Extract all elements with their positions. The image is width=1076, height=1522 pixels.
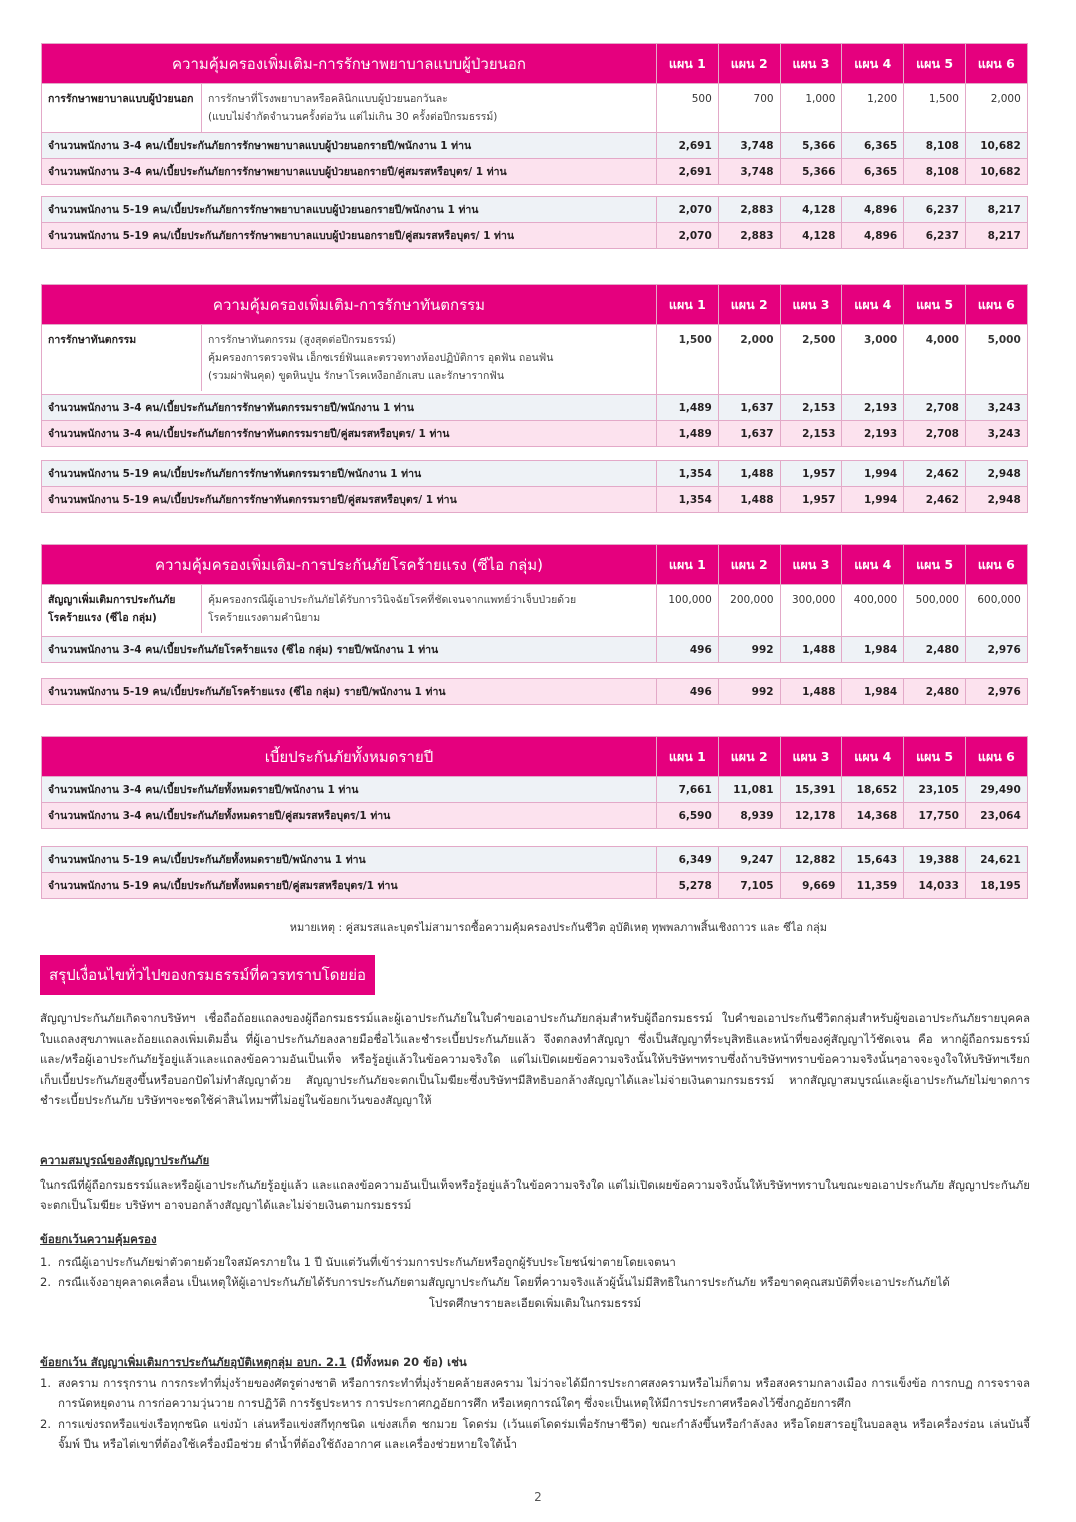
accident-heading-suffix: (มีทั้งหมด 20 ข้อ) เช่น bbox=[346, 1355, 467, 1369]
row-label: จำนวนพนักงาน 5-19 คน/เบี้ยประกันภัยการรักษาพยาบาลแบบผู้ป่วยนอกรายปี/คู่สมรสหรือบุตร/ 1 ท่าน bbox=[42, 223, 657, 249]
premium-value: 12,178 bbox=[780, 803, 842, 829]
row-label: จำนวนพนักงาน 5-19 คน/เบี้ยประกันภัยการรักษาทันตกรรมรายปี/พนักงาน 1 ท่าน bbox=[42, 461, 657, 487]
benefit-value: 5,000 bbox=[965, 325, 1027, 395]
plan-header: แผน 6 bbox=[965, 545, 1027, 585]
plan-header: แผน 1 bbox=[657, 737, 719, 777]
premium-value: 6,365 bbox=[842, 159, 904, 185]
premium-value: 19,388 bbox=[904, 847, 966, 873]
footnote bbox=[41, 918, 1027, 936]
premium-value: 2,070 bbox=[657, 197, 719, 223]
benefit-value: 500 bbox=[657, 84, 719, 133]
benefit-name-line: โรคร้ายแรง (ซีไอ กลุ่ม) bbox=[48, 612, 157, 624]
summary-intro: สัญญาประกันภัยเกิดจากบริษัทฯ เชื่อถือถ้อยแถลงของผู้ถือกรมธรรม์และผู้เอาประกันภัยในใบคำขอเอาประกันภัยกลุ่มสำหรับผู้ถือกรมธรรม์ ใบคำขอเอาประกันชีวิตกลุ่มสำหรับผู้ขอเอาประกันภัยรายบุคคล ใบแถลงสุขภาพและถ้อยแถลงเพิ่มเติมอื่น ที่ผู้เอาประกันภัยลงลายมือชื่อไว้และชำระเบี้ยประกันภัยแล้ว จึงตกลงทำสัญญา ซึ่งเป็นสัญญาที่ระบุสิทธิและหน้าที่ของคู่สัญญาไว้ชัดเจน คือ หากผู้ถือกรมธรรม์และ/หรือผู้เอาประกันภัยรู้อยู่แล้วและแถลงข้อความอันเป็นเท็จ หรือรู้อยู่แล้วในข้อความจริงใด แต่ไม่เปิดเผยข้อความจริงนั้นให้บริษัทฯทราบซึ่งถ้าบริษัทฯทราบข้อความจริงนั้นๆอาจจะจูงใจให้บริษัทฯเรียกเก็บเบี้ยประกันภัยสูงขึ้นหรือบอกปัดไม่ทำสัญญาด้วย สัญญาประกันภัยจะตกเป็นโมฆียะซึ่งบริษัทฯมีสิทธิบอกล้างสัญญาได้และไม่จ่ายเงินตามกรมธรรม์ หากสัญญาสมบูรณ์และผู้เอาประกันภัยไม่ขาดการชำระเบี้ยประกันภัย บริษัทฯจะชดใช้ค่าสินไหมฯที่ไม่อยู่ในข้อยกเว้นของสัญญาให้ bbox=[40, 1011, 1030, 1107]
plan-header: แผน 2 bbox=[718, 545, 780, 585]
premium-value: 1,489 bbox=[657, 421, 719, 447]
table-row bbox=[42, 679, 1028, 705]
plan-header: แผน 5 bbox=[904, 737, 966, 777]
list-item bbox=[40, 1272, 1030, 1293]
benefit-value: 2,000 bbox=[965, 84, 1027, 133]
premium-value: 2,976 bbox=[965, 637, 1027, 663]
premium-value: 1,994 bbox=[842, 487, 904, 513]
ci-premium-table bbox=[41, 544, 1028, 663]
benefit-value: 100,000 bbox=[657, 585, 719, 637]
premium-value: 17,750 bbox=[904, 803, 966, 829]
benefit-cell bbox=[42, 325, 657, 395]
premium-value: 7,661 bbox=[657, 777, 719, 803]
accident-exclusions-section bbox=[40, 1352, 1030, 1455]
table-title: ความคุ้มครองเพิ่มเติม-การรักษาทันตกรรม bbox=[42, 285, 657, 325]
row-label: จำนวนพนักงาน 3-4 คน/เบี้ยประกันภัยการรักษาพยาบาลแบบผู้ป่วยนอกรายปี/พนักงาน 1 ท่าน bbox=[42, 133, 657, 159]
premium-value: 1,354 bbox=[657, 487, 719, 513]
premium-value: 2,480 bbox=[904, 679, 966, 705]
benefit-desc: การรักษาทันตกรรม (สูงสุดต่อปีกรมธรรม์) bbox=[208, 334, 396, 346]
premium-value: 2,193 bbox=[842, 421, 904, 447]
plan-header: แผน 6 bbox=[965, 285, 1027, 325]
row-label: จำนวนพนักงาน 3-4 คน/เบี้ยประกันภัยการรักษาทันตกรรมรายปี/พนักงาน 1 ท่าน bbox=[42, 395, 657, 421]
row-label: จำนวนพนักงาน 5-19 คน/เบี้ยประกันภัยการรักษาทันตกรรมรายปี/คู่สมรสหรือบุตร/ 1 ท่าน bbox=[42, 487, 657, 513]
benefit-value: 500,000 bbox=[904, 585, 966, 637]
premium-value: 9,247 bbox=[718, 847, 780, 873]
benefit-value: 600,000 bbox=[965, 585, 1027, 637]
premium-value: 4,128 bbox=[780, 197, 842, 223]
page-number: 2 bbox=[534, 1490, 542, 1504]
benefit-name: การรักษาทันตกรรม bbox=[42, 325, 202, 391]
benefit-name bbox=[42, 585, 202, 633]
benefit-value: 2,000 bbox=[718, 325, 780, 395]
benefit-name: การรักษาพยาบาลแบบผู้ป่วยนอก bbox=[42, 84, 202, 132]
premium-value: 14,033 bbox=[904, 873, 966, 899]
exclusions-list bbox=[40, 1252, 1030, 1293]
premium-value: 1,488 bbox=[718, 487, 780, 513]
benefit-value: 2,500 bbox=[780, 325, 842, 395]
dental-premium-table-5-19 bbox=[41, 460, 1028, 513]
item-number: 2. bbox=[40, 1416, 51, 1431]
benefit-value: 300,000 bbox=[780, 585, 842, 637]
plan-header: แผน 4 bbox=[842, 737, 904, 777]
plan-header: แผน 1 bbox=[657, 44, 719, 84]
premium-value: 6,349 bbox=[657, 847, 719, 873]
plan-header: แผน 1 bbox=[657, 545, 719, 585]
premium-value: 2,462 bbox=[904, 461, 966, 487]
table-row bbox=[42, 421, 1028, 447]
benefit-desc: โรคร้ายแรงตามคำนิยาม bbox=[208, 612, 321, 624]
table-title: ความคุ้มครองเพิ่มเติม-การรักษาพยาบาลแบบผู้ป่วยนอก bbox=[42, 44, 657, 84]
premium-value: 10,682 bbox=[965, 159, 1027, 185]
premium-value: 6,237 bbox=[904, 197, 966, 223]
premium-value: 23,105 bbox=[904, 777, 966, 803]
premium-value: 2,948 bbox=[965, 461, 1027, 487]
premium-value: 8,217 bbox=[965, 197, 1027, 223]
premium-value: 8,217 bbox=[965, 223, 1027, 249]
validity-text: ในกรณีที่ผู้ถือกรมธรรม์และหรือผู้เอาประกันภัยรู้อยู่แล้ว และแถลงข้อความอันเป็นเท็จหรือรู้อยู่แล้วในข้อความจริงใด แต่ไม่เปิดเผยข้อความจริงนั้นให้บริษัทฯทราบในขณะขอเอาประกันภัย สัญญาประกันภัยจะตกเป็นโมฆียะ บริษัทฯ อาจบอกล้างสัญญาได้และไม่จ่ายเงินตามกรมธรรม์ bbox=[40, 1177, 1030, 1212]
table-row bbox=[42, 395, 1028, 421]
benefit-value: 700 bbox=[718, 84, 780, 133]
table-title: ความคุ้มครองเพิ่มเติม-การประกันภัยโรคร้ายแรง (ซีไอ กลุ่ม) bbox=[42, 545, 657, 585]
premium-value: 1,488 bbox=[780, 637, 842, 663]
footnote-text: หมายเหตุ : คู่สมรสและบุตรไม่สามารถซื้อความคุ้มครองประกันชีวิต อุบัติเหตุ ทุพพลภาพสิ้นเชิงถาวร และ ซีไอ กลุ่ม bbox=[289, 921, 827, 934]
premium-value: 1,637 bbox=[718, 395, 780, 421]
premium-value: 2,153 bbox=[780, 421, 842, 447]
premium-value: 2,883 bbox=[718, 197, 780, 223]
table-row bbox=[42, 159, 1028, 185]
premium-value: 1,957 bbox=[780, 487, 842, 513]
total-premium-table-5-19 bbox=[41, 846, 1028, 899]
exclusions-section bbox=[40, 1229, 1030, 1313]
premium-value: 1,637 bbox=[718, 421, 780, 447]
benefit-value: 1,000 bbox=[780, 84, 842, 133]
premium-value: 1,488 bbox=[780, 679, 842, 705]
premium-value: 496 bbox=[657, 637, 719, 663]
premium-value: 5,366 bbox=[780, 133, 842, 159]
premium-value: 2,948 bbox=[965, 487, 1027, 513]
opd-premium-table bbox=[41, 43, 1028, 185]
premium-value: 24,621 bbox=[965, 847, 1027, 873]
premium-value: 3,243 bbox=[965, 421, 1027, 447]
total-premium-table bbox=[41, 736, 1028, 829]
plan-header: แผน 4 bbox=[842, 44, 904, 84]
plan-header: แผน 6 bbox=[965, 737, 1027, 777]
premium-value: 8,939 bbox=[718, 803, 780, 829]
plan-header: แผน 1 bbox=[657, 285, 719, 325]
plan-header: แผน 4 bbox=[842, 285, 904, 325]
table-row bbox=[42, 803, 1028, 829]
item-number: 1. bbox=[40, 1375, 51, 1390]
table-row bbox=[42, 223, 1028, 249]
premium-value: 9,669 bbox=[780, 873, 842, 899]
premium-value: 1,488 bbox=[718, 461, 780, 487]
exclusions-heading: ข้อยกเว้นความคุ้มครอง bbox=[40, 1232, 157, 1246]
row-label: จำนวนพนักงาน 5-19 คน/เบี้ยประกันภัยโรคร้ายแรง (ซีไอ กลุ่ม) รายปี/พนักงาน 1 ท่าน bbox=[42, 679, 657, 705]
item-number: 1. bbox=[40, 1254, 51, 1269]
benefit-value: 3,000 bbox=[842, 325, 904, 395]
table-row bbox=[42, 197, 1028, 223]
table-row bbox=[42, 637, 1028, 663]
plan-header: แผน 2 bbox=[718, 737, 780, 777]
plan-header: แผน 3 bbox=[780, 737, 842, 777]
row-label: จำนวนพนักงาน 5-19 คน/เบี้ยประกันภัยทั้งหมดรายปี/คู่สมรสหรือบุตร/1 ท่าน bbox=[42, 873, 657, 899]
benefit-value: 1,500 bbox=[657, 325, 719, 395]
row-label: จำนวนพนักงาน 3-4 คน/เบี้ยประกันภัยโรคร้ายแรง (ซีไอ กลุ่ม) รายปี/พนักงาน 1 ท่าน bbox=[42, 637, 657, 663]
premium-value: 15,643 bbox=[842, 847, 904, 873]
premium-value: 23,064 bbox=[965, 803, 1027, 829]
benefit-value: 200,000 bbox=[718, 585, 780, 637]
benefit-desc: (แบบไม่จำกัดจำนวนครั้งต่อวัน แต่ไม่เกิน 30 ครั้งต่อปีกรมธรรม์) bbox=[208, 111, 498, 123]
opd-premium-table-5-19 bbox=[41, 196, 1028, 249]
list-item bbox=[40, 1252, 1030, 1273]
validity-heading: ความสมบูรณ์ของสัญญาประกันภัย bbox=[40, 1153, 210, 1167]
premium-value: 3,748 bbox=[718, 159, 780, 185]
premium-value: 1,957 bbox=[780, 461, 842, 487]
row-label: จำนวนพนักงาน 3-4 คน/เบี้ยประกันภัยการรักษาพยาบาลแบบผู้ป่วยนอกรายปี/คู่สมรสหรือบุตร/ 1 ท่าน bbox=[42, 159, 657, 185]
premium-value: 11,359 bbox=[842, 873, 904, 899]
premium-value: 5,366 bbox=[780, 159, 842, 185]
table-row bbox=[42, 133, 1028, 159]
benefit-desc: การรักษาที่โรงพยาบาลหรือคลินิกแบบผู้ป่วยนอกวันละ bbox=[208, 93, 448, 105]
item-number: 2. bbox=[40, 1275, 51, 1289]
accident-heading: ข้อยกเว้น สัญญาเพิ่มเติมการประกันภัยอุบัติเหตุกลุ่ม อบก. 2.1 bbox=[40, 1355, 347, 1369]
plan-header: แผน 4 bbox=[842, 545, 904, 585]
benefit-cell bbox=[42, 585, 657, 637]
premium-value: 992 bbox=[718, 679, 780, 705]
plan-header: แผน 2 bbox=[718, 285, 780, 325]
premium-value: 5,278 bbox=[657, 873, 719, 899]
premium-value: 1,994 bbox=[842, 461, 904, 487]
benefit-desc: (รวมผ่าฟันคุด) ขูดหินปูน รักษาโรคเหงือกอักเสบ และรักษารากฟัน bbox=[208, 370, 505, 382]
accident-exclusions-list bbox=[40, 1373, 1030, 1455]
item-text: กรณีแจ้งอายุคลาดเคลื่อน เป็นเหตุให้ผู้เอาประกันภัยได้รับการประกันภัยตามสัญญาประกันภัย โดยที่ความจริงแล้วผู้นั้นไม่มีสิทธิในการประกันภัย หรือขาดคุณสมบัติที่จะเอาประกันภัยได้ bbox=[58, 1275, 950, 1289]
table-row bbox=[42, 777, 1028, 803]
plan-header: แผน 5 bbox=[904, 545, 966, 585]
premium-value: 8,108 bbox=[904, 159, 966, 185]
premium-value: 6,365 bbox=[842, 133, 904, 159]
plan-header: แผน 2 bbox=[718, 44, 780, 84]
validity-section bbox=[40, 1150, 1030, 1216]
list-item bbox=[40, 1373, 1030, 1414]
table-row bbox=[42, 461, 1028, 487]
plan-header: แผน 3 bbox=[780, 285, 842, 325]
premium-value: 992 bbox=[718, 637, 780, 663]
premium-value: 12,882 bbox=[780, 847, 842, 873]
premium-value: 7,105 bbox=[718, 873, 780, 899]
premium-value: 2,976 bbox=[965, 679, 1027, 705]
premium-value: 6,237 bbox=[904, 223, 966, 249]
benefit-name-line: สัญญาเพิ่มเติมการประกันภัย bbox=[48, 594, 176, 606]
premium-value: 2,708 bbox=[904, 395, 966, 421]
table-row bbox=[42, 873, 1028, 899]
premium-value: 2,193 bbox=[842, 395, 904, 421]
premium-value: 4,896 bbox=[842, 197, 904, 223]
table-row bbox=[42, 487, 1028, 513]
premium-value: 18,195 bbox=[965, 873, 1027, 899]
row-label: จำนวนพนักงาน 3-4 คน/เบี้ยประกันภัยทั้งหมดรายปี/พนักงาน 1 ท่าน bbox=[42, 777, 657, 803]
premium-value: 6,590 bbox=[657, 803, 719, 829]
premium-value: 496 bbox=[657, 679, 719, 705]
plan-header: แผน 5 bbox=[904, 285, 966, 325]
plan-header: แผน 3 bbox=[780, 44, 842, 84]
see-policy-note: โปรดศึกษารายละเอียดเพิ่มเติมในกรมธรรม์ bbox=[428, 1295, 642, 1310]
row-label: จำนวนพนักงาน 5-19 คน/เบี้ยประกันภัยการรักษาพยาบาลแบบผู้ป่วยนอกรายปี/พนักงาน 1 ท่าน bbox=[42, 197, 657, 223]
benefit-value: 4,000 bbox=[904, 325, 966, 395]
table-title: เบี้ยประกันภัยทั้งหมดรายปี bbox=[42, 737, 657, 777]
plan-header: แผน 6 bbox=[965, 44, 1027, 84]
premium-value: 4,896 bbox=[842, 223, 904, 249]
row-label: จำนวนพนักงาน 3-4 คน/เบี้ยประกันภัยทั้งหมดรายปี/คู่สมรสหรือบุตร/1 ท่าน bbox=[42, 803, 657, 829]
plan-header: แผน 5 bbox=[904, 44, 966, 84]
premium-value: 10,682 bbox=[965, 133, 1027, 159]
premium-value: 8,108 bbox=[904, 133, 966, 159]
premium-value: 2,070 bbox=[657, 223, 719, 249]
premium-value: 2,153 bbox=[780, 395, 842, 421]
premium-value: 11,081 bbox=[718, 777, 780, 803]
item-text: การแข่งรถหรือแข่งเรือทุกชนิด แข่งม้า เล่นหรือแข่งสกีทุกชนิด แข่งสเก็ต ชกมวย โดดร่ม (เว้นแต่โดดร่มเพื่อรักษาชีวิต) ขณะกำลังขึ้นหรือกำลังลง หรือโดยสารอยู่ในบอลลูน หรือเครื่องร่อน เล่นบันจี้จั๊มพ์ ปีน หรือไต่เขาที่ต้องใช้เครื่องมือช่วย ดำน้ำที่ต้องใช้ถังอากาศ และเครื่องช่วยหายใจใต้น้ำ bbox=[58, 1416, 1030, 1451]
row-label: จำนวนพนักงาน 5-19 คน/เบี้ยประกันภัยทั้งหมดรายปี/พนักงาน 1 ท่าน bbox=[42, 847, 657, 873]
premium-value: 2,691 bbox=[657, 159, 719, 185]
premium-value: 2,708 bbox=[904, 421, 966, 447]
premium-value: 2,691 bbox=[657, 133, 719, 159]
ci-premium-table-5-19 bbox=[41, 678, 1028, 705]
premium-value: 14,368 bbox=[842, 803, 904, 829]
benefit-value: 1,500 bbox=[904, 84, 966, 133]
list-item bbox=[40, 1414, 1030, 1455]
benefit-cell bbox=[42, 84, 657, 133]
dental-premium-table bbox=[41, 284, 1028, 447]
premium-value: 4,128 bbox=[780, 223, 842, 249]
benefit-value: 1,200 bbox=[842, 84, 904, 133]
premium-value: 2,480 bbox=[904, 637, 966, 663]
premium-value: 2,462 bbox=[904, 487, 966, 513]
premium-value: 3,243 bbox=[965, 395, 1027, 421]
premium-value: 2,883 bbox=[718, 223, 780, 249]
row-label: จำนวนพนักงาน 3-4 คน/เบี้ยประกันภัยการรักษาทันตกรรมรายปี/คู่สมรสหรือบุตร/ 1 ท่าน bbox=[42, 421, 657, 447]
premium-value: 15,391 bbox=[780, 777, 842, 803]
benefit-desc: คุ้มครองกรณีผู้เอาประกันภัยได้รับการวินิจฉัยโรคที่ชัดเจนจากแพทย์ว่าเจ็บป่วยด้วย bbox=[208, 594, 577, 606]
premium-value: 29,490 bbox=[965, 777, 1027, 803]
premium-value: 1,984 bbox=[842, 679, 904, 705]
table-row bbox=[42, 847, 1028, 873]
benefit-value: 400,000 bbox=[842, 585, 904, 637]
summary-heading: สรุปเงื่อนไขทั่วไปของกรมธรรม์ที่ควรทราบโดยย่อ bbox=[40, 955, 375, 995]
premium-value: 3,748 bbox=[718, 133, 780, 159]
premium-value: 1,489 bbox=[657, 395, 719, 421]
item-text: สงคราม การรุกราน การกระทำที่มุ่งร้ายของศัตรูต่างชาติ หรือการกระทำที่มุ่งร้ายคล้ายสงคราม ไม่ว่าจะได้มีการประกาศสงครามหรือไม่ก็ตาม หรือสงครามกลางเมือง การแข็งข้อ การกบฏ การจราจล การนัดหยุดงาน การก่อความวุ่นวาย การปฏิวัติ การรัฐประหาร การประกาศกฎอัยการศึก หรือเหตุการณ์ใดๆ ซึ่งจะเป็นเหตุให้มีการประกาศหรือคงไว้ซึ่งกฎอัยการศึก bbox=[58, 1375, 1030, 1410]
item-text: กรณีผู้เอาประกันภัยฆ่าตัวตายด้วยใจสมัครภายใน 1 ปี นับแต่วันที่เข้าร่วมการประกันภัยหรือถูกผู้รับประโยชน์ฆ่าตายโดยเจตนา bbox=[58, 1254, 676, 1269]
plan-header: แผน 3 bbox=[780, 545, 842, 585]
benefit-desc: คุ้มครองการตรวจฟัน เอ็กซเรย์ฟันและตรวจทางห้องปฏิบัติการ อุดฟัน ถอนฟัน bbox=[208, 352, 554, 364]
premium-value: 18,652 bbox=[842, 777, 904, 803]
premium-value: 1,354 bbox=[657, 461, 719, 487]
premium-value: 1,984 bbox=[842, 637, 904, 663]
